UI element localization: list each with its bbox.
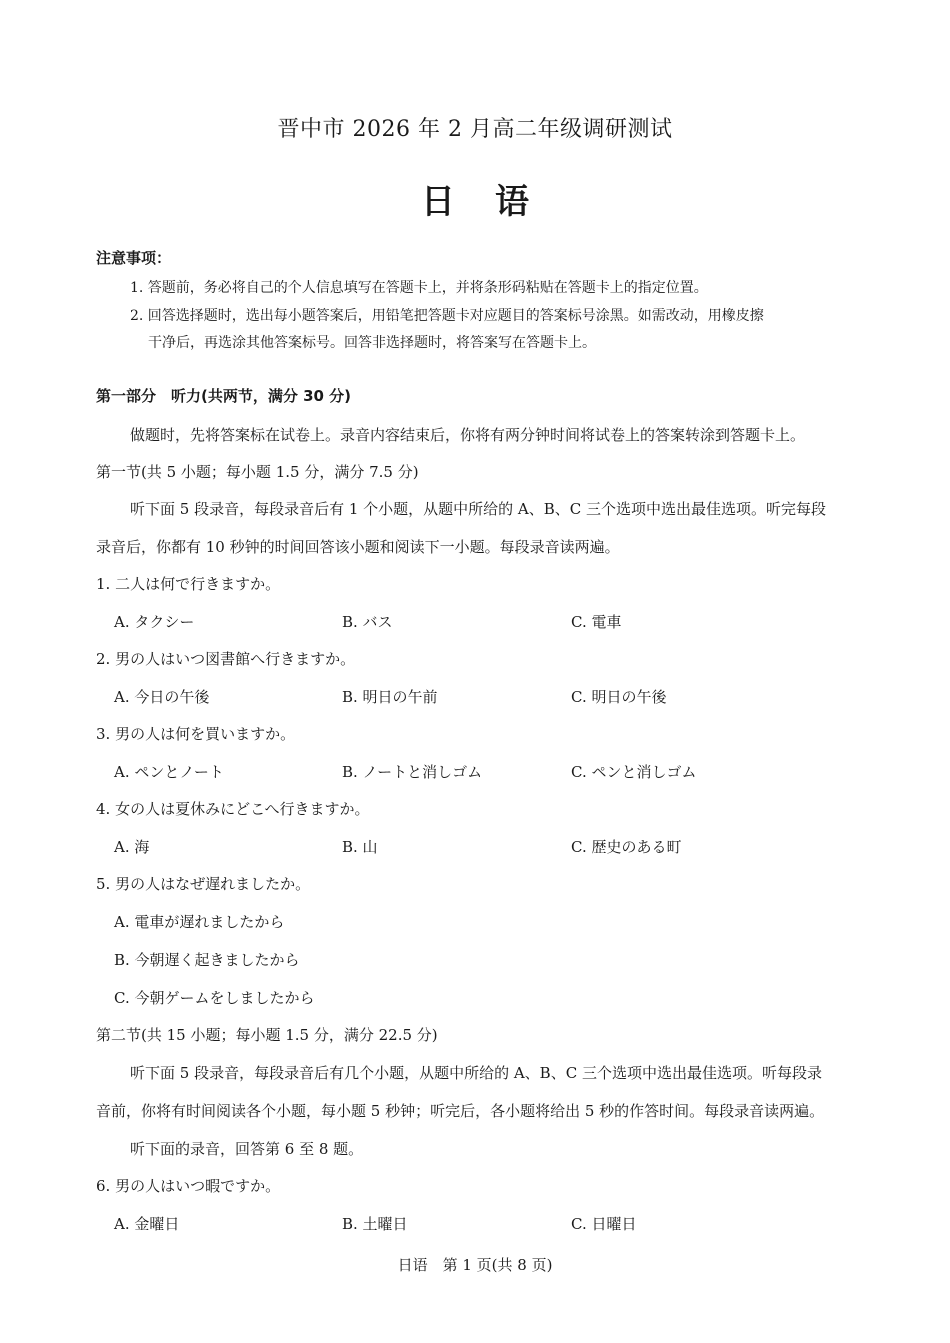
note-item-2-line-1: 2. 回答选择题时，选出每小题答案后，用铅笔把答题卡对应题目的答案标号涂黑。如需改动，用橡皮擦: [130, 308, 764, 324]
section2-sub-instruction: 听下面的录音，回答第 6 至 8 题。: [130, 1140, 364, 1158]
subject-title: 日语: [421, 182, 569, 222]
question-5-option-c: C. 今朝ゲームをしましたから: [114, 989, 315, 1007]
section1-instruction-line-2: 录音后，你都有 10 秒钟的时间回答该小题和阅读下一小题。每段录音读两遍。: [96, 538, 620, 556]
exam-title: 晋中市 2026 年 2 月高二年级调研测试: [277, 117, 673, 142]
question-1-option-a: A. タクシー: [114, 613, 195, 631]
question-5-option-a: A. 電車が遅れましたから: [114, 913, 285, 931]
question-4-option-b: B. 山: [342, 838, 378, 856]
section2-heading: 第二节(共 15 小题；每小题 1.5 分，满分 22.5 分): [96, 1026, 438, 1044]
section1-instruction-line-1: 听下面 5 段录音，每段录音后有 1 个小题，从题中所给的 A、B、C 三个选项中选出最佳选项。听完每段: [130, 500, 827, 518]
question-4-option-a: A. 海: [114, 838, 150, 856]
part1-intro: 做题时，先将答案标在试卷上。录音内容结束后，你将有两分钟时间将试卷上的答案转涂到答题卡上。: [130, 426, 806, 444]
question-5: 5. 男の人はなぜ遅れましたか。: [96, 875, 311, 893]
note-item-1: 1. 答题前，务必将自己的个人信息填写在答题卡上，并将条形码粘贴在答题卡上的指定位置。: [130, 280, 708, 296]
question-3-option-c: C. ペンと消しゴム: [571, 763, 697, 781]
question-4: 4. 女の人は夏休みにどこへ行きますか。: [96, 800, 370, 818]
question-5-option-b: B. 今朝遅く起きましたから: [114, 951, 300, 969]
question-4-option-c: C. 歴史のある町: [571, 838, 682, 856]
section1-heading: 第一节(共 5 小题；每小题 1.5 分，满分 7.5 分): [96, 463, 419, 481]
question-2-option-c: C. 明日の午後: [571, 688, 667, 706]
section2-instruction-line-1: 听下面 5 段录音，每段录音后有几个小题，从题中所给的 A、B、C 三个选项中选出最佳选项。听每段录: [130, 1064, 822, 1082]
question-2-option-b: B. 明日の午前: [342, 688, 438, 706]
question-3-option-a: A. ペンとノート: [114, 763, 224, 781]
question-2: 2. 男の人はいつ図書館へ行きますか。: [96, 650, 356, 668]
question-6-option-a: A. 金曜日: [114, 1215, 180, 1233]
question-1-option-c: C. 電車: [571, 613, 622, 631]
question-1-option-b: B. バス: [342, 613, 393, 631]
page-footer: 日语 第 1 页(共 8 页): [397, 1256, 553, 1274]
part1-heading: 第一部分 听力(共两节，满分 30 分): [96, 387, 352, 405]
section2-instruction-line-2: 音前，你将有时间阅读各个小题，每小题 5 秒钟；听完后，各小题将给出 5 秒的作答时间。每段录音读两遍。: [96, 1102, 825, 1120]
note-item-2-line-2: 干净后，再选涂其他答案标号。回答非选择题时，将答案写在答题卡上。: [148, 335, 596, 351]
question-2-option-a: A. 今日の午後: [114, 688, 210, 706]
question-1: 1. 二人は何で行きますか。: [96, 575, 281, 593]
question-6: 6. 男の人はいつ暇ですか。: [96, 1177, 281, 1195]
question-3: 3. 男の人は何を買いますか。: [96, 725, 296, 743]
question-6-option-c: C. 日曜日: [571, 1215, 637, 1233]
question-6-option-b: B. 土曜日: [342, 1215, 408, 1233]
question-3-option-b: B. ノートと消しゴム: [342, 763, 483, 781]
notes-heading: 注意事项：: [96, 249, 172, 267]
